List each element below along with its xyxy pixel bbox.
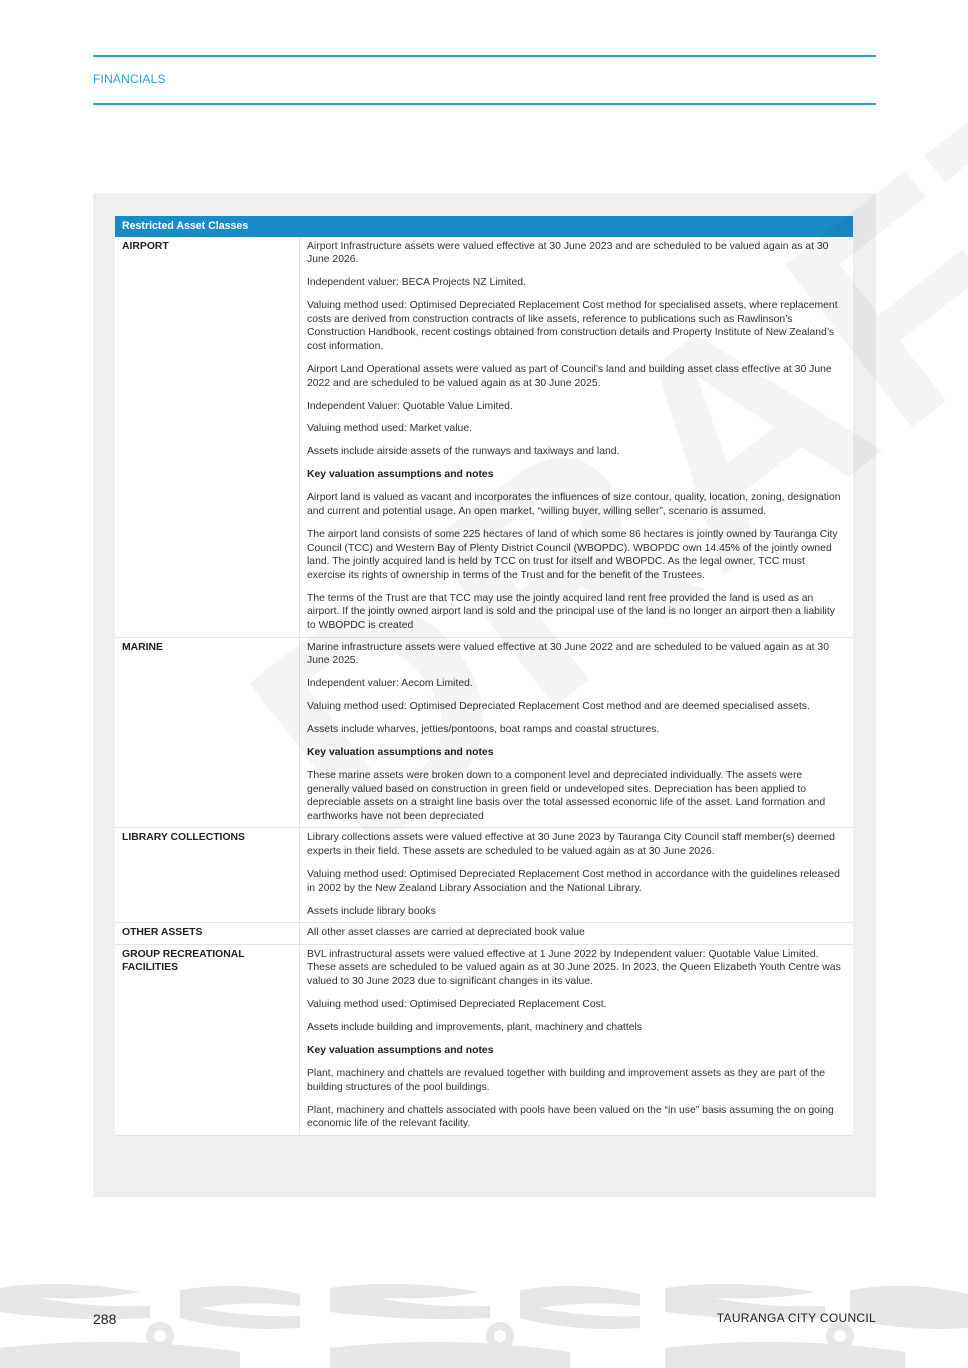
asset-class-label: AIRPORT <box>115 237 300 637</box>
description-paragraph: Valuing method used: Optimised Depreciated Replacement Cost method and are deemed specialised assets. <box>307 701 810 713</box>
description-paragraph: Plant, machinery and chattels are revalued together with building and improvement assets as they are part of the building structures of the pool buildings. <box>307 1067 826 1093</box>
asset-class-description <box>300 637 854 828</box>
asset-class-label: LIBRARY COLLECTIONS <box>115 828 300 923</box>
asset-class-description <box>300 828 854 923</box>
table-row <box>115 237 853 637</box>
description-paragraph: Valuing method used: Optimised Depreciated Replacement Cost. <box>307 998 607 1010</box>
asset-class-description <box>300 944 854 1135</box>
description-paragraph: These marine assets were broken down to a component level and depreciated individually. The assets were generally valued based on construction in green field or undeveloped sites. Depreciation has been applied to depreciable assets on a straight line basis over the total assessed economic life of the asset. Land formation and earthworks have not been depreciated <box>307 770 826 822</box>
description-paragraph: The airport land consists of some 225 hectares of land of which some 86 hectares is jointly owned by Tauranga City Council (TCC) and Western Bay of Plenty District Council (WBOPDC). WBOPDC own 14.45% of the jointly owned land. The jointly acquired land is held by TCC on trust for itself and WBOPDC. As the legal owner, TCC must exercise its rights of ownership in terms of the Trust and for the benefit of the Trustees. <box>307 529 838 581</box>
asset-class-label: OTHER ASSETS <box>115 923 300 945</box>
header-bottom-rule <box>93 103 876 105</box>
description-paragraph: Assets include building and improvements, plant, machinery and chattels <box>307 1021 642 1033</box>
description-paragraph: Independent Valuer: Quotable Value Limited. <box>307 400 513 412</box>
description-paragraph: BVL infrastructural assets were valued effective at 1 June 2022 by Independent valuer: Quotable Value Limited. These assets are scheduled to be valued again as at 30 June 2025. In 2023, the Queen Elizabeth Youth Centre was valued to 30 June 2023 due to significant changes in its value. <box>307 948 841 987</box>
description-paragraph: All other asset classes are carried at depreciated book value <box>307 927 585 939</box>
page-number: 288 <box>93 1311 117 1327</box>
section-label: FINANCIALS <box>93 72 166 86</box>
table-header-row <box>115 216 853 237</box>
table-body <box>115 237 853 1136</box>
table-heading: Restricted Asset Classes <box>115 216 853 237</box>
description-paragraph: Assets include wharves, jetties/pontoons, boat ramps and coastal structures. <box>307 724 660 736</box>
description-paragraph: Plant, machinery and chattels associated with pools have been valued on the “in use” basis assuming the on going economic life of the relevant facility. <box>307 1104 834 1130</box>
restricted-asset-classes-table <box>115 216 853 1136</box>
table-row <box>115 944 853 1135</box>
description-paragraph: Assets include airside assets of the runways and taxiways and land. <box>307 446 620 458</box>
description-paragraph: Independent valuer: BECA Projects NZ Limited. <box>307 277 526 289</box>
asset-class-description <box>300 923 854 945</box>
table-row <box>115 637 853 828</box>
notes-heading: Key valuation assumptions and notes <box>307 469 494 481</box>
table-row <box>115 923 853 945</box>
description-paragraph: Library collections assets were valued effective at 30 June 2023 by Tauranga City Council staff member(s) deemed experts in their field. These assets are scheduled to be valued again as at 30 June 2026. <box>307 832 835 858</box>
council-name: TAURANGA CITY COUNCIL <box>716 1311 876 1325</box>
description-paragraph: Airport land is valued as vacant and incorporates the influences of size contour, quality, location, zoning, designation and current and potential usage. An open market, “willing buyer, willing seller”, scenario is assumed. <box>307 492 841 518</box>
asset-class-label: MARINE <box>115 637 300 828</box>
description-paragraph: Assets include library books <box>307 905 436 917</box>
description-paragraph: Airport Infrastructure assets were valued effective at 30 June 2023 and are scheduled to be valued again as at 30 June 2026. <box>307 240 829 266</box>
asset-class-description <box>300 237 854 637</box>
description-paragraph: Valuing method used: Optimised Depreciated Replacement Cost method in accordance with the guidelines released in 2002 by the New Zealand Library Association and the National Library. <box>307 869 840 894</box>
description-paragraph: Independent valuer: Aecom Limited. <box>307 678 473 690</box>
notes-heading: Key valuation assumptions and notes <box>307 747 494 759</box>
table-row <box>115 828 853 923</box>
description-paragraph: Marine infrastructure assets were valued effective at 30 June 2022 and are scheduled to be valued again as at 30 June 2025. <box>307 641 829 667</box>
notes-heading: Key valuation assumptions and notes <box>307 1044 494 1056</box>
asset-class-label: GROUP RECREATIONAL FACILITIES <box>115 944 300 1135</box>
description-paragraph: Valuing method used: Optimised Depreciated Replacement Cost method for specialised assets, where replacement costs are derived from construction contracts of like assets, reference to publications such as Rawlinson’s Construction Handbook, recent costings obtained from construction details and Property Institute of New Zealand’s cost information. <box>307 300 838 352</box>
header-top-rule <box>93 55 876 57</box>
description-paragraph: Airport Land Operational assets were valued as part of Council’s land and building asset class effective at 30 June 2022 and are scheduled to be valued again as at 30 June 2025. <box>307 363 832 389</box>
description-paragraph: Valuing method used: Market value. <box>307 423 472 435</box>
description-paragraph: The terms of the Trust are that TCC may use the jointly acquired land rent free provided the land is used as an airport. If the jointly owned airport land is sold and the principal use of the land is no longer an airport then a liability to WBOPDC is created <box>307 592 835 631</box>
